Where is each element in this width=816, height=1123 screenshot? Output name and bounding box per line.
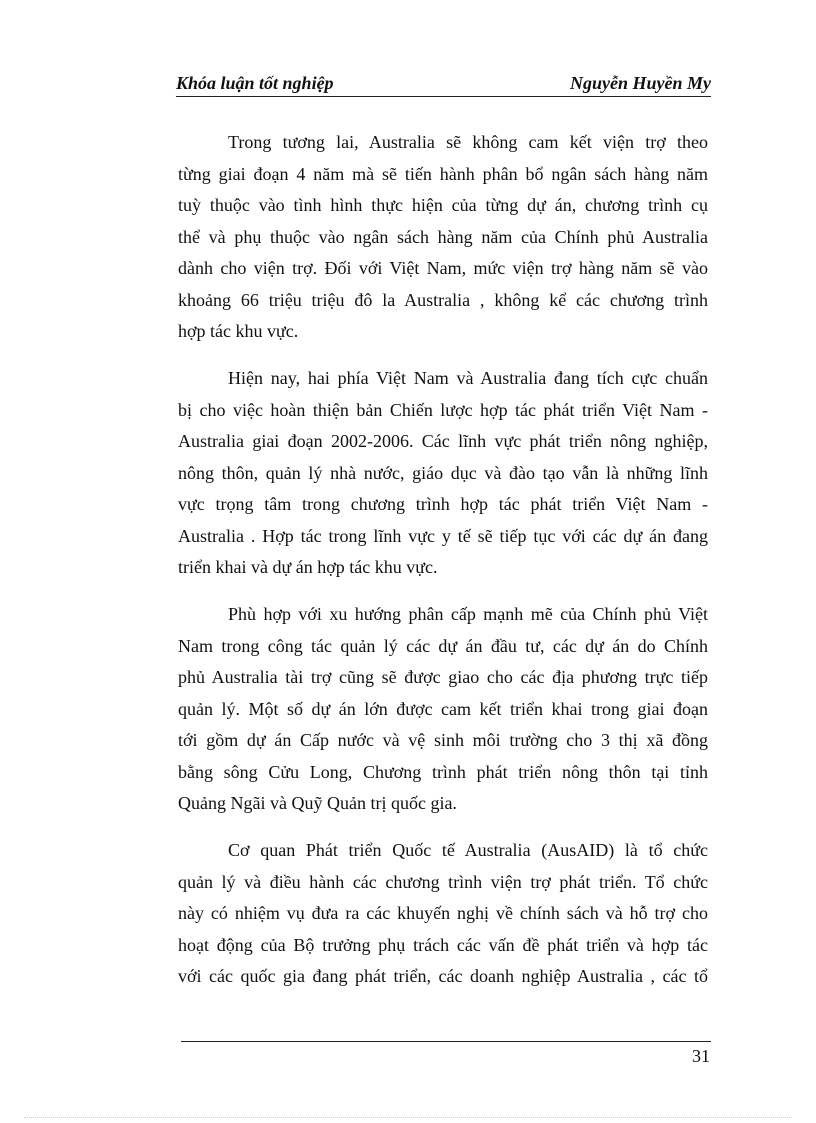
text-line: Phù hợp với xu hướng phân cấp mạnh mẽ của Chính phủ Việt <box>228 604 708 624</box>
body-text <box>178 127 708 1008</box>
page-bottom-divider <box>24 1117 792 1118</box>
text-line: này có nhiệm vụ đưa ra các khuyến nghị về chính sách và hỗ trợ cho <box>178 903 708 923</box>
text-line: Australia giai đoạn 2002-2006. Các lĩnh vực phát triển nông nghiệp, <box>178 431 708 451</box>
thesis-title: Khóa luận tốt nghiệp <box>176 73 334 93</box>
text-line: Nam trong công tác quản lý các dự án đầu tư, các dự án do Chính <box>178 635 708 656</box>
text-line: quản lý và điều hành các chương trình viện trợ phát triển. Tổ chức <box>178 871 708 892</box>
text-line: Cơ quan Phát triển Quốc tế Australia (AusAID) là tổ chức <box>228 840 708 860</box>
text-line: với các quốc gia đang phát triển, các doanh nghiệp Australia , các tổ <box>178 966 708 986</box>
paragraph <box>178 599 708 820</box>
text-line: Hiện nay, hai phía Việt Nam và Australia đang tích cực chuẩn <box>228 368 708 388</box>
text-line: quản lý. Một số dự án lớn được cam kết triển khai trong giai đoạn <box>178 698 708 719</box>
page-header <box>176 72 711 97</box>
text-line: phủ Australia tài trợ cũng sẽ được giao cho các địa phương trực tiếp <box>178 667 708 687</box>
paragraph <box>178 363 708 584</box>
text-line: Australia . Hợp tác trong lĩnh vực y tế sẽ tiếp tục với các dự án đang <box>178 525 708 546</box>
text-line: hợp tác khu vực. <box>178 321 299 341</box>
paragraph <box>178 127 708 348</box>
text-line: khoảng 66 triệu triệu đô la Australia , không kể các chương trình <box>178 289 708 310</box>
text-line: bằng sông Cửu Long, Chương trình phát triển nông thôn tại tỉnh <box>178 761 708 782</box>
paragraph <box>178 835 708 993</box>
text-line: tới gồm dự án Cấp nước và vệ sinh môi trường cho 3 thị xã đồng <box>178 730 708 750</box>
page-number: 31 <box>692 1046 710 1066</box>
footer-rule <box>181 1041 711 1042</box>
text-line: bị cho việc hoàn thiện bản Chiến lược hợp tác phát triển Việt Nam - <box>178 399 708 420</box>
text-line: vực trọng tâm trong chương trình hợp tác phát triển Việt Nam - <box>178 494 708 514</box>
text-line: hoạt động của Bộ trưởng phụ trách các vấn đề phát triển và hợp tác <box>178 934 708 955</box>
text-line: Trong tương lai, Australia sẽ không cam kết viện trợ theo <box>228 132 708 152</box>
text-line: nông thôn, quản lý nhà nước, giáo dục và đào tạo vẫn là những lĩnh <box>178 462 708 483</box>
text-line: thể và phụ thuộc vào ngân sách hàng năm của Chính phủ Australia <box>178 226 708 247</box>
text-line: triển khai và dự án hợp tác khu vực. <box>178 557 438 577</box>
text-line: dành cho viện trợ. Đối với Việt Nam, mức viện trợ hàng năm sẽ vào <box>178 258 708 278</box>
text-line: tuỳ thuộc vào tình hình thực hiện của từng dự án, chương trình cụ <box>178 195 708 215</box>
author-name: Nguyễn Huyền My <box>570 73 711 93</box>
text-line: Quảng Ngãi và Quỹ Quản trị quốc gia. <box>178 793 457 813</box>
text-line: từng giai đoạn 4 năm mà sẽ tiến hành phân bổ ngân sách hàng năm <box>178 163 708 184</box>
